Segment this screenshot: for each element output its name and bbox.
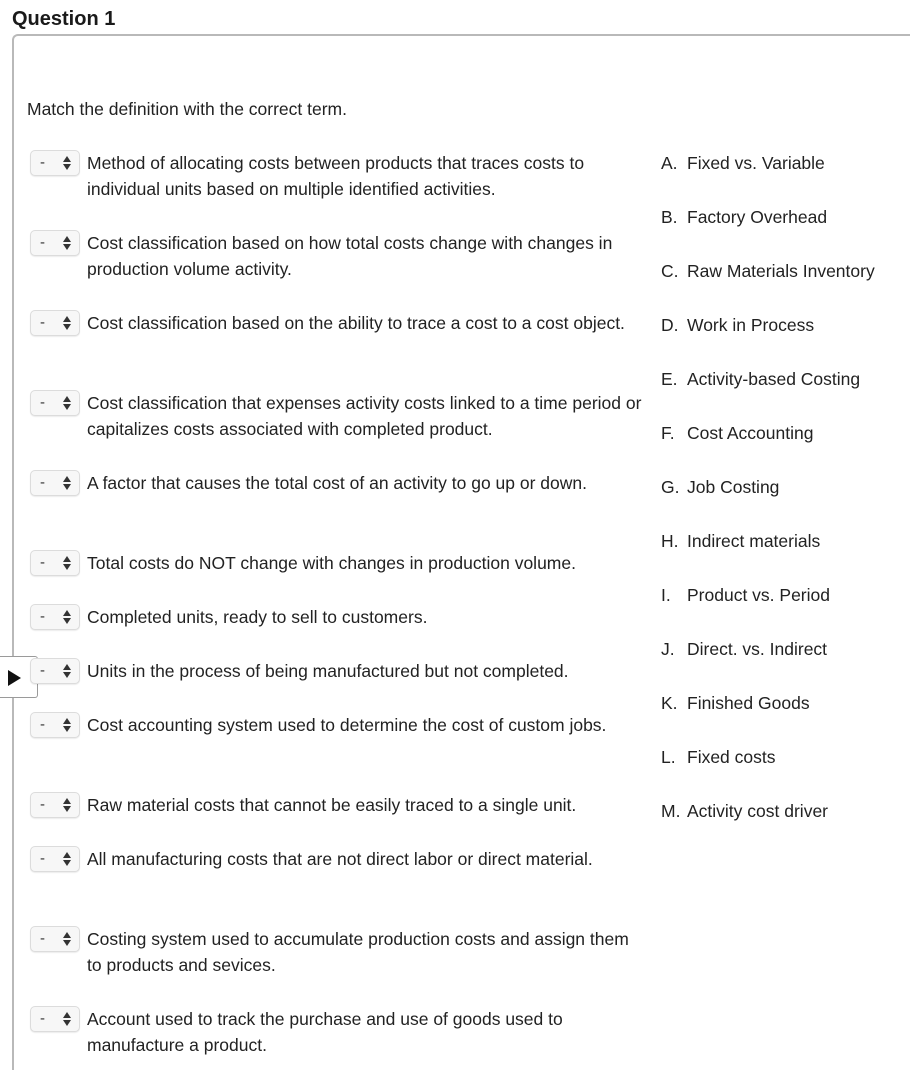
select-value: - — [40, 608, 45, 625]
match-select-11[interactable] — [30, 846, 80, 872]
option-label: Fixed costs — [687, 747, 776, 767]
option-e — [661, 369, 860, 390]
option-m — [661, 801, 828, 822]
option-letter: G. — [661, 477, 680, 497]
definition-text: Units in the process of being manufactured but not completed. — [87, 661, 569, 681]
option-l — [661, 747, 776, 768]
updown-arrows-icon — [63, 797, 71, 813]
match-select-3[interactable] — [30, 310, 80, 336]
updown-arrows-icon — [63, 475, 71, 491]
match-select-8[interactable] — [30, 658, 80, 684]
updown-arrows-icon — [63, 235, 71, 251]
select-value: - — [40, 154, 45, 171]
option-label: Work in Process — [687, 315, 815, 335]
updown-arrows-icon — [63, 931, 71, 947]
option-label: Activity cost driver — [687, 801, 828, 821]
match-select-9[interactable] — [30, 712, 80, 738]
match-select-4[interactable] — [30, 390, 80, 416]
select-value: - — [40, 474, 45, 491]
select-value: - — [40, 796, 45, 813]
option-b — [661, 207, 827, 228]
select-value: - — [40, 716, 45, 733]
play-triangle-icon — [8, 670, 21, 686]
option-label: Fixed vs. Variable — [687, 153, 825, 173]
match-select-5[interactable] — [30, 470, 80, 496]
option-g — [661, 477, 779, 498]
option-letter: A. — [661, 153, 678, 173]
option-letter: K. — [661, 693, 678, 713]
match-select-6[interactable] — [30, 550, 80, 576]
option-label: Raw Materials Inventory — [687, 261, 875, 281]
option-f — [661, 423, 813, 444]
question-title: Question 1 — [12, 8, 116, 30]
option-letter: F. — [661, 423, 675, 443]
match-select-7[interactable] — [30, 604, 80, 630]
option-h — [661, 531, 820, 552]
option-k — [661, 693, 810, 714]
definition-text: Cost classification based on the ability to trace a cost to a cost object. — [87, 313, 625, 333]
updown-arrows-icon — [63, 155, 71, 171]
option-i — [661, 585, 830, 606]
option-label: Product vs. Period — [687, 585, 830, 605]
updown-arrows-icon — [63, 717, 71, 733]
select-value: - — [40, 850, 45, 867]
select-value: - — [40, 662, 45, 679]
definition-text: Account used to track the purchase and use of goods used to manufacture a product. — [87, 1009, 563, 1055]
match-select-1[interactable] — [30, 150, 80, 176]
match-select-10[interactable] — [30, 792, 80, 818]
updown-arrows-icon — [63, 1011, 71, 1027]
definition-text: Completed units, ready to sell to customers. — [87, 607, 428, 627]
question-prompt: Match the definition with the correct term. — [27, 99, 347, 119]
updown-arrows-icon — [63, 395, 71, 411]
option-letter: L. — [661, 747, 676, 767]
option-a — [661, 153, 825, 174]
select-value: - — [40, 554, 45, 571]
definition-text: Raw material costs that cannot be easily traced to a single unit. — [87, 795, 577, 815]
definition-text: Cost classification that expenses activity costs linked to a time period or capitalizes costs associated with completed product. — [87, 393, 642, 439]
select-value: - — [40, 1010, 45, 1027]
match-select-12[interactable] — [30, 926, 80, 952]
updown-arrows-icon — [63, 851, 71, 867]
option-letter: D. — [661, 315, 679, 335]
select-value: - — [40, 314, 45, 331]
updown-arrows-icon — [63, 555, 71, 571]
definition-text: Cost accounting system used to determine the cost of custom jobs. — [87, 715, 607, 735]
definition-text: A factor that causes the total cost of an activity to go up or down. — [87, 473, 588, 493]
option-label: Activity-based Costing — [687, 369, 861, 389]
definition-text: Total costs do NOT change with changes in production volume. — [87, 553, 576, 573]
option-letter: M. — [661, 801, 681, 821]
option-label: Job Costing — [687, 477, 780, 497]
option-label: Finished Goods — [687, 693, 810, 713]
updown-arrows-icon — [63, 315, 71, 331]
option-label: Direct. vs. Indirect — [687, 639, 828, 659]
option-j — [661, 639, 827, 660]
option-letter: C. — [661, 261, 679, 281]
updown-arrows-icon — [63, 663, 71, 679]
definition-text: All manufacturing costs that are not direct labor or direct material. — [87, 849, 593, 869]
select-value: - — [40, 234, 45, 251]
option-label: Cost Accounting — [687, 423, 814, 443]
definition-text: Costing system used to accumulate production costs and assign them to products and sevices. — [87, 929, 629, 975]
option-letter: B. — [661, 207, 678, 227]
updown-arrows-icon — [63, 609, 71, 625]
select-value: - — [40, 930, 45, 947]
option-letter: I. — [661, 585, 671, 605]
option-letter: H. — [661, 531, 679, 551]
option-d — [661, 315, 814, 336]
option-letter: E. — [661, 369, 678, 389]
option-label: Factory Overhead — [687, 207, 828, 227]
definition-text: Cost classification based on how total costs change with changes in production volume activity. — [87, 233, 613, 279]
match-select-2[interactable] — [30, 230, 80, 256]
select-value: - — [40, 394, 45, 411]
definition-text: Method of allocating costs between products that traces costs to individual units based on multiple identified activities. — [87, 153, 585, 199]
match-select-13[interactable] — [30, 1006, 80, 1032]
option-letter: J. — [661, 639, 675, 659]
option-label: Indirect materials — [687, 531, 821, 551]
option-c — [661, 261, 875, 282]
